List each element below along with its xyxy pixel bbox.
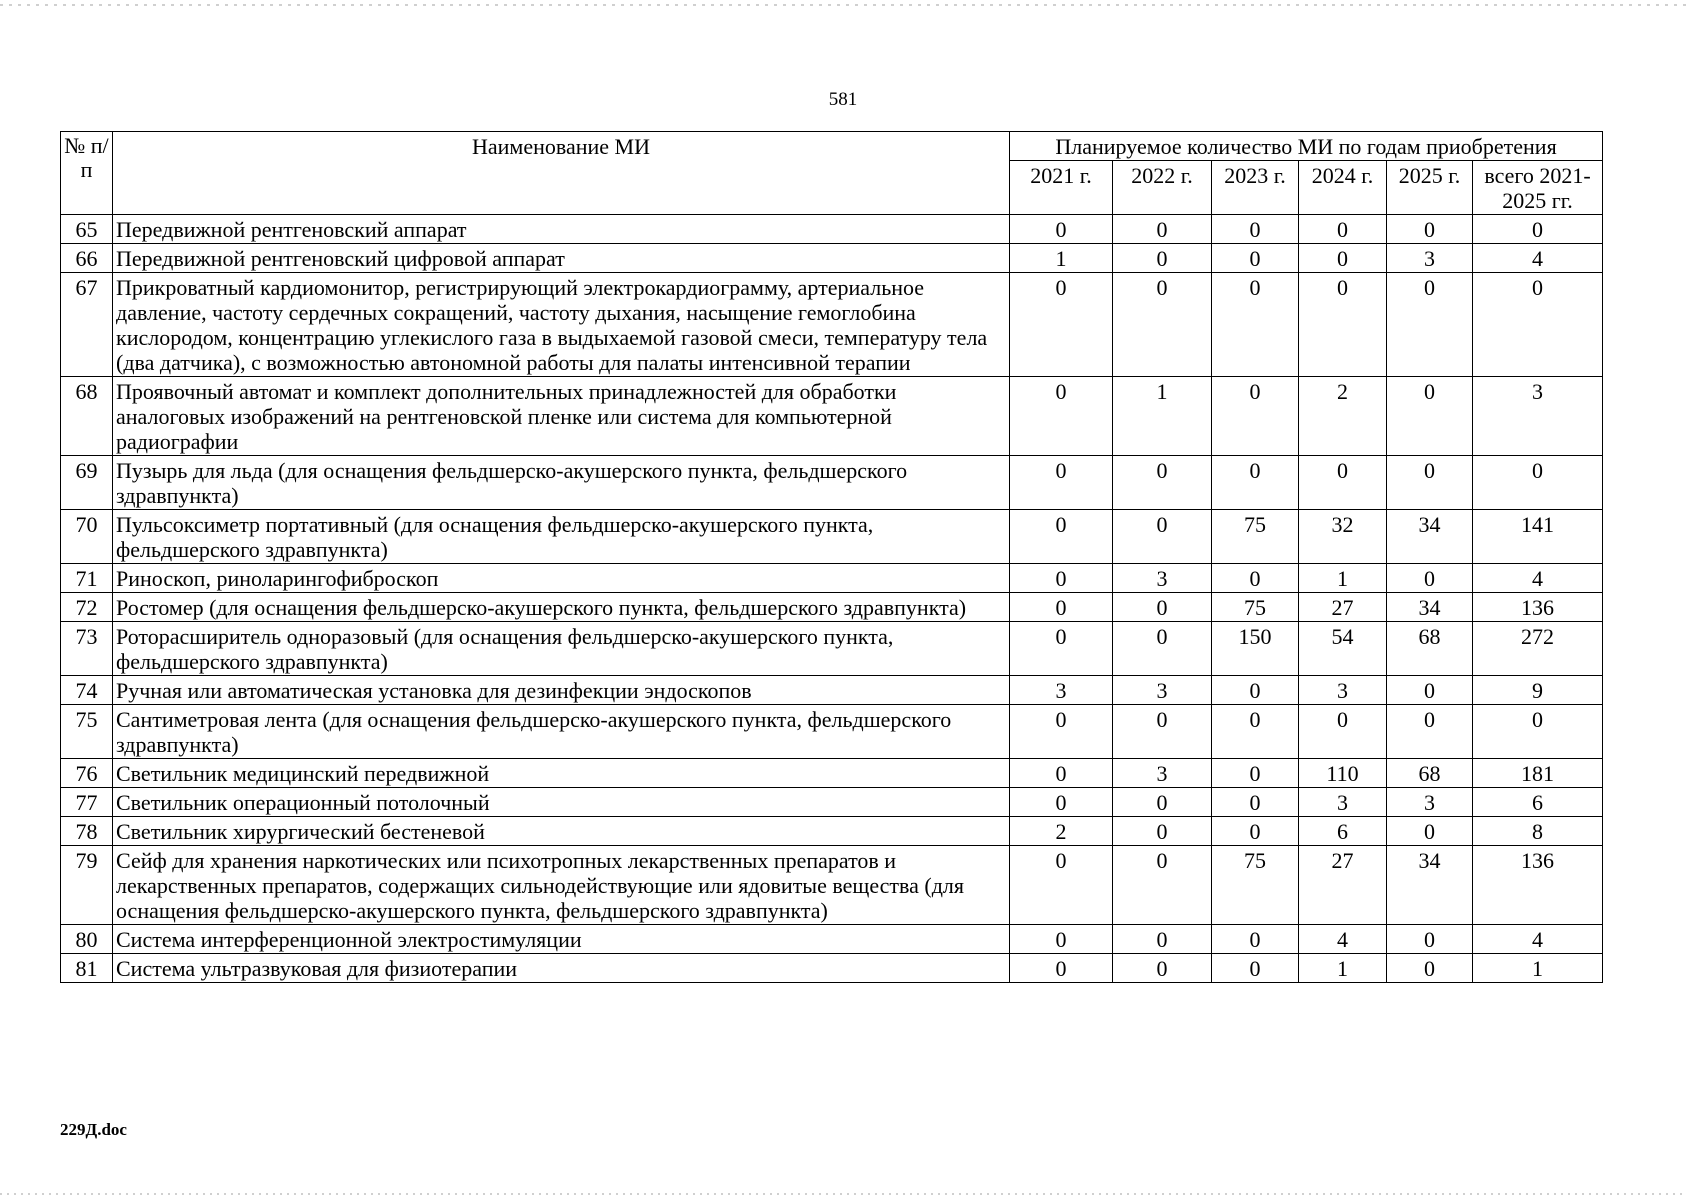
row-number: 74 bbox=[61, 676, 113, 705]
table-row bbox=[61, 846, 1603, 925]
row-number: 72 bbox=[61, 593, 113, 622]
value-2021: 0 bbox=[1010, 456, 1113, 510]
page-number: 581 bbox=[828, 89, 858, 110]
value-2021: 2 bbox=[1010, 817, 1113, 846]
value-2023: 0 bbox=[1212, 564, 1299, 593]
value-total: 4 bbox=[1473, 244, 1603, 273]
row-number: 77 bbox=[61, 788, 113, 817]
table-row bbox=[61, 622, 1603, 676]
value-2021: 0 bbox=[1010, 705, 1113, 759]
value-2022: 0 bbox=[1113, 510, 1212, 564]
value-2025: 0 bbox=[1387, 954, 1473, 983]
value-2024: 0 bbox=[1299, 244, 1387, 273]
value-2023: 0 bbox=[1212, 676, 1299, 705]
value-2024: 0 bbox=[1299, 273, 1387, 377]
value-2022: 3 bbox=[1113, 676, 1212, 705]
scan-edge-bottom bbox=[0, 1193, 1686, 1195]
value-total: 181 bbox=[1473, 759, 1603, 788]
value-2025: 0 bbox=[1387, 456, 1473, 510]
value-2022: 0 bbox=[1113, 705, 1212, 759]
value-2025: 68 bbox=[1387, 759, 1473, 788]
value-2024: 0 bbox=[1299, 456, 1387, 510]
row-number: 80 bbox=[61, 925, 113, 954]
value-2023: 0 bbox=[1212, 215, 1299, 244]
value-2023: 75 bbox=[1212, 593, 1299, 622]
header-name: Наименование МИ bbox=[113, 132, 1010, 215]
row-name: Риноскоп, риноларингофиброскоп bbox=[113, 564, 1010, 593]
value-2023: 0 bbox=[1212, 925, 1299, 954]
row-number: 76 bbox=[61, 759, 113, 788]
row-name: Прикроватный кардиомонитор, регистрирующий электрокардиограмму, артериальное давление, частоту сердечных сокращений, частоту дыхания, насыщение гемоглобина кислородом, концентрацию углекислого газа в выдыхаемой газовой смеси, температуру тела (два датчика), с возможностью автономной работы для палаты интенсивной терапии bbox=[113, 273, 1010, 377]
value-2022: 0 bbox=[1113, 273, 1212, 377]
table-row bbox=[61, 788, 1603, 817]
value-2022: 3 bbox=[1113, 564, 1212, 593]
table-row bbox=[61, 676, 1603, 705]
value-2022: 0 bbox=[1113, 788, 1212, 817]
value-2024: 4 bbox=[1299, 925, 1387, 954]
table-row bbox=[61, 273, 1603, 377]
value-2023: 0 bbox=[1212, 788, 1299, 817]
value-2021: 3 bbox=[1010, 676, 1113, 705]
row-name: Система ультразвуковая для физиотерапии bbox=[113, 954, 1010, 983]
value-2023: 0 bbox=[1212, 273, 1299, 377]
value-2023: 0 bbox=[1212, 377, 1299, 456]
value-2024: 27 bbox=[1299, 593, 1387, 622]
value-2021: 0 bbox=[1010, 759, 1113, 788]
value-2023: 0 bbox=[1212, 244, 1299, 273]
table-header bbox=[61, 132, 1603, 215]
row-number: 75 bbox=[61, 705, 113, 759]
value-2021: 0 bbox=[1010, 925, 1113, 954]
row-name: Пузырь для льда (для оснащения фельдшерско-акушерского пункта, фельдшерского здравпункта) bbox=[113, 456, 1010, 510]
value-2022: 0 bbox=[1113, 817, 1212, 846]
value-total: 136 bbox=[1473, 846, 1603, 925]
header-year-2025: 2025 г. bbox=[1387, 161, 1473, 215]
value-2025: 0 bbox=[1387, 564, 1473, 593]
value-total: 6 bbox=[1473, 788, 1603, 817]
row-name: Ручная или автоматическая установка для дезинфекции эндоскопов bbox=[113, 676, 1010, 705]
value-2023: 0 bbox=[1212, 456, 1299, 510]
value-2021: 0 bbox=[1010, 377, 1113, 456]
value-2024: 0 bbox=[1299, 705, 1387, 759]
value-2025: 0 bbox=[1387, 215, 1473, 244]
table-row bbox=[61, 593, 1603, 622]
value-2023: 75 bbox=[1212, 846, 1299, 925]
value-2024: 1 bbox=[1299, 564, 1387, 593]
table-row bbox=[61, 817, 1603, 846]
table-row bbox=[61, 510, 1603, 564]
row-number: 79 bbox=[61, 846, 113, 925]
value-total: 8 bbox=[1473, 817, 1603, 846]
row-name: Сантиметровая лента (для оснащения фельдшерско-акушерского пункта, фельдшерского здравпункта) bbox=[113, 705, 1010, 759]
value-total: 0 bbox=[1473, 273, 1603, 377]
header-year-2024: 2024 г. bbox=[1299, 161, 1387, 215]
value-2021: 0 bbox=[1010, 954, 1113, 983]
table-row bbox=[61, 456, 1603, 510]
value-total: 0 bbox=[1473, 456, 1603, 510]
value-2023: 75 bbox=[1212, 510, 1299, 564]
row-name: Светильник операционный потолочный bbox=[113, 788, 1010, 817]
header-num: № п/п bbox=[61, 132, 113, 215]
row-name: Система интерференционной электростимуляции bbox=[113, 925, 1010, 954]
value-2024: 32 bbox=[1299, 510, 1387, 564]
value-total: 4 bbox=[1473, 564, 1603, 593]
table-row bbox=[61, 759, 1603, 788]
table-row bbox=[61, 925, 1603, 954]
value-2025: 3 bbox=[1387, 788, 1473, 817]
value-2025: 0 bbox=[1387, 273, 1473, 377]
row-number: 68 bbox=[61, 377, 113, 456]
scan-edge-top bbox=[0, 4, 1686, 6]
value-2025: 0 bbox=[1387, 377, 1473, 456]
value-2021: 0 bbox=[1010, 564, 1113, 593]
value-total: 4 bbox=[1473, 925, 1603, 954]
value-2023: 0 bbox=[1212, 705, 1299, 759]
row-name: Передвижной рентгеновский аппарат bbox=[113, 215, 1010, 244]
value-2025: 68 bbox=[1387, 622, 1473, 676]
row-name: Передвижной рентгеновский цифровой аппарат bbox=[113, 244, 1010, 273]
value-2022: 0 bbox=[1113, 846, 1212, 925]
table-row bbox=[61, 564, 1603, 593]
value-2021: 0 bbox=[1010, 593, 1113, 622]
value-2024: 54 bbox=[1299, 622, 1387, 676]
value-2024: 0 bbox=[1299, 215, 1387, 244]
value-2025: 0 bbox=[1387, 925, 1473, 954]
value-2023: 0 bbox=[1212, 817, 1299, 846]
value-total: 3 bbox=[1473, 377, 1603, 456]
value-2021: 0 bbox=[1010, 273, 1113, 377]
row-name: Роторасширитель одноразовый (для оснащения фельдшерско-акушерского пункта, фельдшерского здравпункта) bbox=[113, 622, 1010, 676]
value-2025: 34 bbox=[1387, 846, 1473, 925]
value-total: 0 bbox=[1473, 215, 1603, 244]
header-year-2022: 2022 г. bbox=[1113, 161, 1212, 215]
row-number: 71 bbox=[61, 564, 113, 593]
value-total: 1 bbox=[1473, 954, 1603, 983]
row-number: 73 bbox=[61, 622, 113, 676]
value-2022: 0 bbox=[1113, 954, 1212, 983]
row-number: 66 bbox=[61, 244, 113, 273]
value-2024: 110 bbox=[1299, 759, 1387, 788]
value-2022: 0 bbox=[1113, 622, 1212, 676]
value-2022: 0 bbox=[1113, 925, 1212, 954]
value-2023: 150 bbox=[1212, 622, 1299, 676]
header-year-2021: 2021 г. bbox=[1010, 161, 1113, 215]
table-row bbox=[61, 954, 1603, 983]
value-2021: 0 bbox=[1010, 622, 1113, 676]
value-2023: 0 bbox=[1212, 954, 1299, 983]
value-2024: 3 bbox=[1299, 676, 1387, 705]
row-name: Ростомер (для оснащения фельдшерско-акушерского пункта, фельдшерского здравпункта) bbox=[113, 593, 1010, 622]
value-2021: 0 bbox=[1010, 510, 1113, 564]
header-planned-group: Планируемое количество МИ по годам приобретения bbox=[1010, 132, 1603, 161]
value-2024: 2 bbox=[1299, 377, 1387, 456]
table-row bbox=[61, 705, 1603, 759]
value-2022: 1 bbox=[1113, 377, 1212, 456]
value-2021: 0 bbox=[1010, 215, 1113, 244]
value-total: 9 bbox=[1473, 676, 1603, 705]
value-2025: 0 bbox=[1387, 705, 1473, 759]
value-2025: 34 bbox=[1387, 510, 1473, 564]
row-name: Светильник медицинский передвижной bbox=[113, 759, 1010, 788]
value-2024: 3 bbox=[1299, 788, 1387, 817]
row-number: 81 bbox=[61, 954, 113, 983]
row-name: Светильник хирургический бестеневой bbox=[113, 817, 1010, 846]
row-number: 65 bbox=[61, 215, 113, 244]
document-footer: 229Д.doc bbox=[60, 1120, 127, 1139]
table-row bbox=[61, 215, 1603, 244]
table-body bbox=[61, 215, 1603, 983]
value-2021: 0 bbox=[1010, 788, 1113, 817]
row-name: Пульсоксиметр портативный (для оснащения фельдшерско-акушерского пункта, фельдшерского здравпункта) bbox=[113, 510, 1010, 564]
value-2023: 0 bbox=[1212, 759, 1299, 788]
row-number: 70 bbox=[61, 510, 113, 564]
value-2024: 6 bbox=[1299, 817, 1387, 846]
table-row bbox=[61, 244, 1603, 273]
row-number: 69 bbox=[61, 456, 113, 510]
value-2021: 0 bbox=[1010, 846, 1113, 925]
value-2024: 1 bbox=[1299, 954, 1387, 983]
value-2025: 34 bbox=[1387, 593, 1473, 622]
value-total: 272 bbox=[1473, 622, 1603, 676]
row-name: Проявочный автомат и комплект дополнительных принадлежностей для обработки аналоговых изображений на рентгеновской пленке или система для компьютерной радиографии bbox=[113, 377, 1010, 456]
value-2025: 3 bbox=[1387, 244, 1473, 273]
value-2024: 27 bbox=[1299, 846, 1387, 925]
value-2022: 3 bbox=[1113, 759, 1212, 788]
value-2022: 0 bbox=[1113, 456, 1212, 510]
row-name: Сейф для хранения наркотических или психотропных лекарственных препаратов и лекарственных препаратов, содержащих сильнодействующие или ядовитые вещества (для оснащения фельдшерско-акушерского пункта, фельдшерского здравпункта) bbox=[113, 846, 1010, 925]
value-total: 0 bbox=[1473, 705, 1603, 759]
value-2025: 0 bbox=[1387, 676, 1473, 705]
table-row bbox=[61, 377, 1603, 456]
equipment-table bbox=[60, 131, 1603, 983]
header-total: всего 2021-2025 гг. bbox=[1473, 161, 1603, 215]
value-2021: 1 bbox=[1010, 244, 1113, 273]
header-year-2023: 2023 г. bbox=[1212, 161, 1299, 215]
value-total: 136 bbox=[1473, 593, 1603, 622]
value-2022: 0 bbox=[1113, 593, 1212, 622]
value-2022: 0 bbox=[1113, 244, 1212, 273]
row-number: 67 bbox=[61, 273, 113, 377]
row-number: 78 bbox=[61, 817, 113, 846]
value-total: 141 bbox=[1473, 510, 1603, 564]
value-2022: 0 bbox=[1113, 215, 1212, 244]
value-2025: 0 bbox=[1387, 817, 1473, 846]
